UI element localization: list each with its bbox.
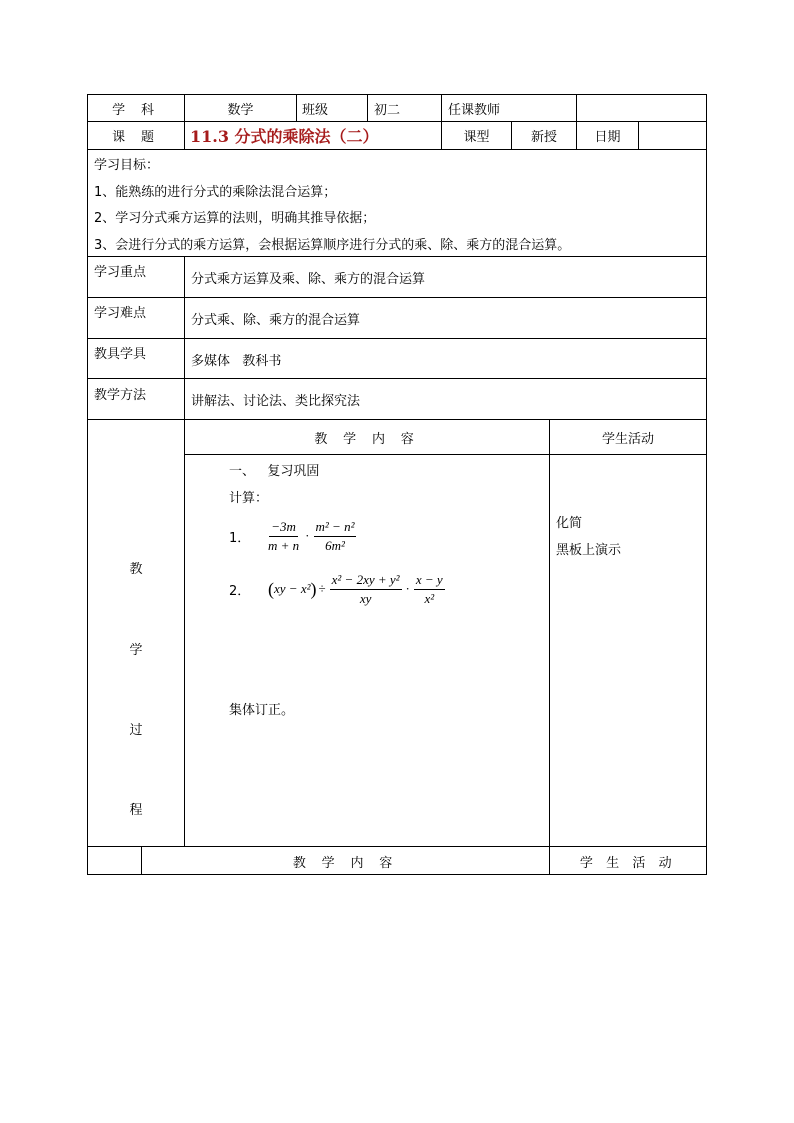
col-divider: [367, 94, 368, 122]
content-header: 教 学 内 容: [314, 431, 420, 447]
problem-1-expression: [264, 514, 358, 558]
calc-label: 计算：: [229, 490, 269, 506]
teaching-aids-label: 教具学具: [94, 346, 147, 362]
fraction-denominator: m + n: [268, 537, 300, 553]
row-divider: [184, 454, 706, 455]
col-divider: [576, 94, 577, 122]
lesson-title: 11.3 分式的乘除法（二）: [190, 127, 379, 146]
process-side-char: 教: [129, 561, 143, 577]
fraction-numerator: x − y: [414, 572, 445, 590]
process-side-char: 学: [129, 642, 143, 658]
class-value: 初二: [374, 102, 401, 118]
row-divider: [87, 297, 707, 298]
multiply-dot: ·: [305, 528, 310, 543]
problem-number: 1．: [229, 530, 251, 546]
col-divider: [549, 419, 550, 875]
objectives-heading: 学习目标：: [94, 157, 160, 173]
fraction: [330, 572, 402, 607]
activity-line: 黑板上演示: [556, 542, 622, 558]
teaching-methods-value: 讲解法、讨论法、类比探究法: [191, 393, 361, 409]
section-title: 一、 复习巩固: [229, 463, 320, 479]
col-divider: [184, 121, 185, 150]
fraction: [314, 519, 357, 554]
difficulties-label: 学习难点: [94, 305, 147, 321]
col-divider: [184, 256, 185, 847]
process-side-char: 程: [129, 802, 143, 818]
row-divider: [87, 149, 707, 150]
fraction-denominator: xy: [359, 590, 372, 606]
fraction-numerator: x² − 2xy + y²: [330, 572, 402, 590]
process-side-char: 过: [129, 722, 143, 738]
footer-content-header: 教 学 内 容: [292, 855, 399, 871]
problem-number: 2．: [229, 583, 251, 599]
table-border-right: [706, 94, 707, 875]
date-label: 日期: [594, 130, 621, 145]
activity-line: 化简: [556, 515, 583, 531]
teacher-value: [580, 95, 704, 121]
fraction-numerator: m² − n²: [314, 519, 357, 537]
key-points-label: 学习重点: [94, 264, 147, 280]
fraction-numerator: −3m: [269, 519, 298, 537]
right-paren: ): [310, 578, 317, 599]
objective-item: 3、会进行分式的乘方运算，会根据运算顺序进行分式的乘、除、乘方的混合运算。: [94, 237, 571, 253]
class-label: 班级: [302, 102, 329, 118]
fraction: [414, 572, 445, 607]
teaching-methods-label: 教学方法: [94, 387, 147, 403]
fraction-denominator: 6m²: [325, 537, 345, 553]
row-divider: [87, 846, 707, 847]
left-paren: (: [268, 578, 274, 599]
row-divider: [87, 338, 707, 339]
table-border-bottom: [87, 874, 707, 875]
row-divider: [87, 419, 707, 420]
teacher-label: 任课教师: [448, 102, 501, 118]
subject-value: 数学: [227, 102, 254, 118]
type-label: 课型: [463, 130, 490, 145]
row-divider: [87, 378, 707, 379]
objective-item: 1、能熟练的进行分式的乘除法混合运算；: [94, 184, 337, 200]
problem-2-expression: [268, 567, 447, 611]
footer-activity-header: 学 生 活 动: [579, 855, 677, 871]
collective-note: 集体订正。: [229, 702, 295, 718]
fraction: [266, 519, 301, 554]
paren-expression: xy − x²: [274, 581, 311, 596]
row-divider: [87, 256, 707, 257]
activity-header: 学生活动: [601, 431, 654, 447]
key-points-value: 分式乘方运算及乘、除、乘方的混合运算: [191, 271, 426, 287]
objective-item: 2、学习分式乘方运算的法则，明确其推导依据；: [94, 210, 376, 226]
col-divider: [441, 94, 442, 122]
table-border-left: [87, 94, 88, 875]
type-value: 新授: [530, 130, 557, 145]
col-divider: [296, 94, 297, 122]
fraction-denominator: x²: [424, 590, 435, 606]
subject-label: 学 科: [112, 102, 160, 118]
topic-label: 课 题: [112, 130, 160, 145]
divide-sign: ÷: [318, 581, 326, 596]
date-value: [642, 122, 704, 149]
difficulties-value: 分式乘、除、乘方的混合运算: [191, 312, 361, 328]
teaching-aids-value: 多媒体 教科书: [191, 353, 282, 369]
col-divider: [638, 121, 639, 150]
multiply-dot: ·: [405, 581, 410, 596]
